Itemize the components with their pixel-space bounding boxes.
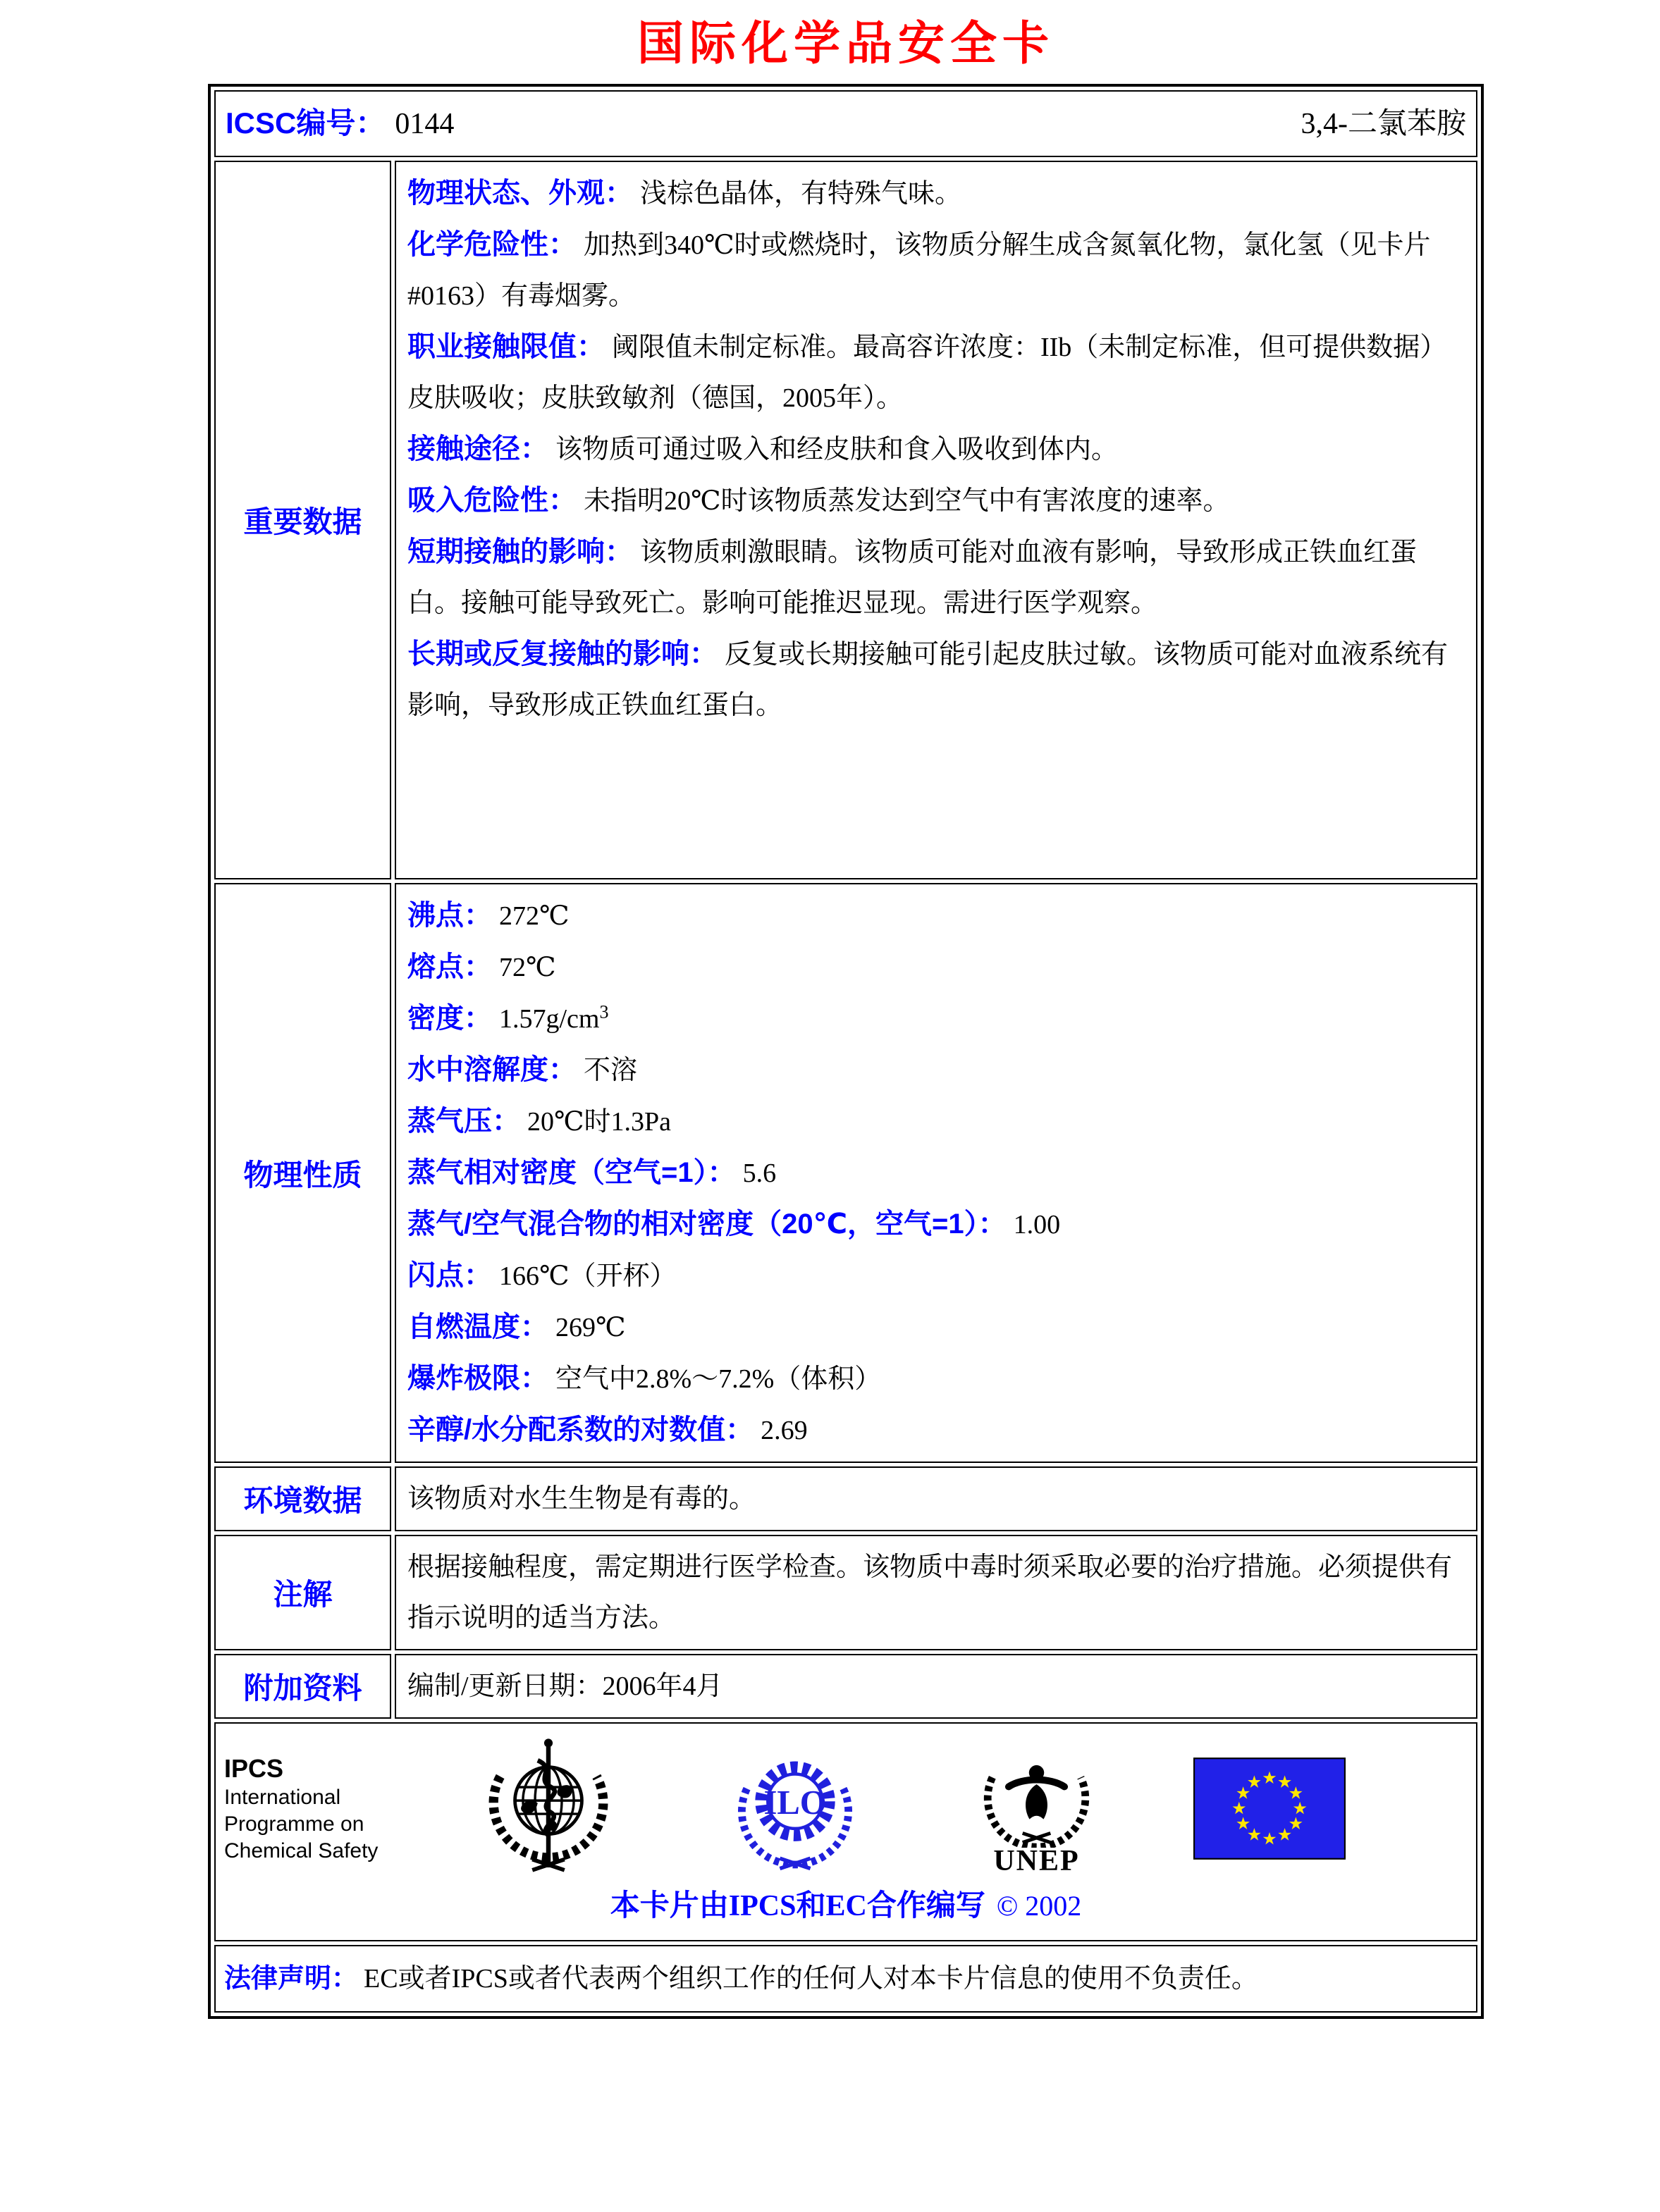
property-value: 272℃	[499, 901, 570, 931]
important-item	[407, 168, 1465, 219]
ipcs-line: International	[224, 1785, 341, 1809]
notes-cell: 根据接触程度，需定期进行医学检查。该物质中毒时须采取必要的治疗措施。必须提供有指示说明的适当方法。	[395, 1535, 1477, 1650]
important-item	[407, 321, 1465, 424]
additional-info-cell: 编制/更新日期：2006年4月	[395, 1654, 1477, 1719]
physical-properties-cell	[395, 883, 1477, 1463]
icsc-number-label: ICSC编号：	[226, 106, 386, 140]
card-caption	[224, 1888, 1468, 1924]
property-label: 熔点：	[407, 951, 492, 982]
important-item-label: 物理状态、外观：	[407, 178, 633, 209]
logos-row	[214, 1722, 1477, 1941]
property-label: 爆炸极限：	[407, 1363, 548, 1394]
legal-text: EC或者IPCS或者代表两个组织工作的任何人对本卡片信息的使用不负责任。	[364, 1964, 1258, 1994]
ipcs-text-block	[224, 1753, 414, 1865]
legal-label: 法律声明：	[224, 1964, 359, 1994]
unep-logo-icon	[978, 1742, 1095, 1848]
property-label: 辛醇/水分配系数的对数值：	[407, 1414, 754, 1445]
logos-cell	[214, 1722, 1477, 1941]
important-item	[407, 424, 1465, 475]
property-line	[407, 941, 1465, 993]
ipcs-title: IPCS	[224, 1753, 284, 1783]
important-item-text: 反复或长期接触可能引起皮肤过敏。该物质可能对血液系统有影响，导致形成正铁血红蛋白。	[407, 640, 1449, 720]
property-line	[407, 1044, 1465, 1096]
legal-row	[214, 1945, 1477, 2013]
important-item-label: 长期或反复接触的影响：	[407, 638, 718, 669]
important-item-label: 吸入危险性：	[407, 485, 577, 516]
important-item-text: 阈限值未制定标准。最高容许浓度：IIb（未制定标准，但可提供数据）皮肤吸收；皮肤致敏剂（德国，2005年）。	[407, 333, 1447, 413]
property-value: 1.57g/cm	[499, 1004, 600, 1034]
important-item	[407, 526, 1465, 629]
property-line	[407, 1404, 1465, 1456]
eu-flag-icon	[1193, 1757, 1346, 1860]
who-logo-icon	[481, 1736, 615, 1881]
important-data-cell	[395, 161, 1477, 879]
property-label: 沸点：	[407, 900, 492, 931]
property-label: 水中溶解度：	[407, 1054, 577, 1085]
environment-data-row	[214, 1466, 1477, 1531]
svg-text:ILO: ILO	[763, 1783, 827, 1822]
chemical-name: 3,4-二氯苯胺	[1301, 108, 1466, 140]
important-item-label: 接触途径：	[407, 433, 548, 464]
important-item	[407, 629, 1465, 731]
ipcs-line: Programme on	[224, 1812, 364, 1836]
property-label: 蒸气压：	[407, 1106, 520, 1137]
property-value: 20℃时1.3Pa	[527, 1107, 672, 1137]
notes-row	[214, 1535, 1477, 1650]
property-value: 166℃（开杯）	[499, 1261, 677, 1291]
important-item-text: 该物质刺激眼睛。该物质可能对血液有影响，导致形成正铁血红蛋白。接触可能导致死亡。影响可能推迟显现。需进行医学观察。	[407, 538, 1418, 618]
property-value: 1.00	[1013, 1210, 1061, 1240]
property-value: 269℃	[555, 1313, 626, 1342]
property-label: 蒸气/空气混合物的相对密度（20℃，空气=1）：	[407, 1209, 1007, 1240]
property-line	[407, 1096, 1465, 1147]
notes-row-label: 注解	[214, 1535, 391, 1650]
important-data-row-label: 重要数据	[214, 161, 391, 879]
property-label: 密度：	[407, 1003, 492, 1034]
important-item-label: 短期接触的影响：	[407, 536, 633, 567]
icsc-card-table	[208, 84, 1484, 2019]
important-item-label: 职业接触限值：	[407, 331, 605, 362]
additional-info-row	[214, 1654, 1477, 1719]
density-superscript: 3	[599, 1001, 609, 1022]
important-item	[407, 475, 1465, 526]
icsc-number-group	[226, 106, 454, 142]
property-line	[407, 1147, 1465, 1199]
property-label: 蒸气相对密度（空气=1）：	[407, 1157, 736, 1188]
important-item	[407, 219, 1465, 321]
additional-info-row-label: 附加资料	[214, 1654, 391, 1719]
property-value: 不溶	[584, 1056, 638, 1085]
property-value: 空气中2.8%～7.2%（体积）	[555, 1364, 882, 1394]
property-line	[407, 993, 1465, 1044]
important-item-text: 该物质可通过吸入和经皮肤和食入吸收到体内。	[555, 435, 1119, 464]
caption-copyright: © 2002	[996, 1890, 1082, 1922]
unep-logo-block	[978, 1742, 1095, 1875]
property-label: 闪点：	[407, 1260, 492, 1291]
important-item-label: 化学危险性：	[407, 229, 577, 260]
environment-data-row-label: 环境数据	[214, 1466, 391, 1531]
physical-properties-row-label: 物理性质	[214, 883, 391, 1463]
header-cell	[214, 90, 1477, 157]
property-value: 72℃	[499, 953, 556, 982]
icsc-number-value: 0144	[395, 108, 455, 140]
important-item-text: 未指明20℃时该物质蒸发达到空气中有害浓度的速率。	[584, 486, 1230, 516]
property-line	[407, 1302, 1465, 1353]
page-title: 国际化学品安全卡	[637, 18, 1055, 70]
property-label: 自燃温度：	[407, 1311, 548, 1342]
ilo-logo-icon	[732, 1742, 859, 1876]
ipcs-line: Chemical Safety	[224, 1839, 379, 1862]
property-line	[407, 1353, 1465, 1404]
unep-logo-text: UNEP	[993, 1845, 1080, 1877]
legal-cell	[214, 1945, 1477, 2013]
property-value: 2.69	[761, 1416, 808, 1445]
property-line	[407, 1199, 1465, 1250]
property-line	[407, 890, 1465, 941]
property-value: 5.6	[742, 1158, 777, 1188]
caption-text: 本卡片由IPCS和EC合作编写	[610, 1890, 985, 1922]
important-item-text: 浅棕色晶体，有特殊气味。	[640, 179, 962, 209]
important-item-text: 加热到340℃时或燃烧时，该物质分解生成含氮氧化物，氯化氢（见卡片#0163）有毒烟雾。	[407, 230, 1431, 311]
important-data-row	[214, 161, 1477, 879]
environment-data-cell: 该物质对水生生物是有毒的。	[395, 1466, 1477, 1531]
physical-properties-row	[214, 883, 1477, 1463]
header-row	[214, 90, 1477, 157]
property-line	[407, 1250, 1465, 1302]
